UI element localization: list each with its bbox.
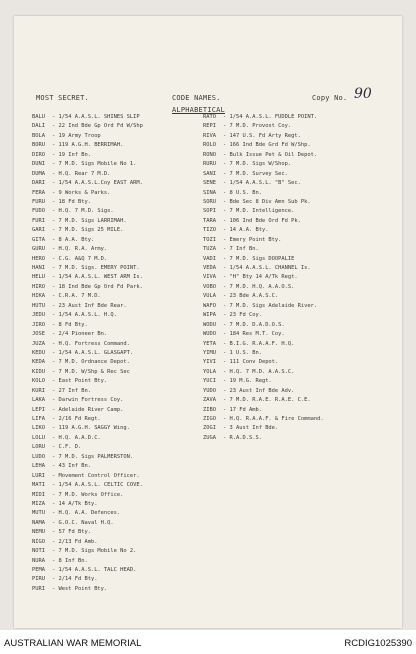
code-name: YOLA <box>203 368 216 375</box>
code-entry <box>203 415 395 424</box>
code-entry <box>203 396 395 405</box>
code-meaning: - 1/54 A.A.S.L. TALC HEAD. <box>52 567 137 573</box>
code-meaning: - 19 M.G. Regt. <box>223 378 272 385</box>
code-entry <box>32 321 204 330</box>
code-name: LEHA <box>32 463 45 470</box>
code-meaning: - 7 M.D. Sigs Adelaide River. <box>223 302 318 309</box>
code-entry <box>32 519 204 528</box>
code-name: RONO <box>203 151 216 158</box>
code-name: ZOGI <box>203 425 216 432</box>
code-meaning: - 1 U.S. Bn. <box>223 349 262 356</box>
code-entry <box>32 122 204 131</box>
code-meaning: - Bde Sec 8 Div Amn Sub Pk. <box>223 198 311 205</box>
code-entry <box>32 292 204 301</box>
code-meaning: - 57 Fd Bty. <box>52 529 91 536</box>
code-meaning: - B.I.G. R.A.A.F. H.Q. <box>223 340 295 347</box>
code-entry <box>203 368 395 377</box>
code-name: KEDU <box>32 349 45 356</box>
code-entry <box>32 255 204 264</box>
code-name: ZIBO <box>203 406 216 413</box>
code-entry <box>32 207 204 216</box>
code-name: BOLA <box>32 132 45 139</box>
code-entry <box>203 198 395 207</box>
code-name: FUDO <box>32 208 45 215</box>
code-entry <box>203 387 395 396</box>
code-name: KEDA <box>32 359 45 366</box>
code-name: WIPA <box>203 312 216 319</box>
code-meaning: - Movement Control Officer. <box>52 472 140 479</box>
code-meaning: - H.Q. Rear 7 M.D. <box>52 170 111 177</box>
code-entry <box>32 509 204 518</box>
code-entry <box>32 491 204 500</box>
code-meaning: - 23 Fd Coy. <box>223 312 262 319</box>
code-entry <box>203 255 395 264</box>
code-entry <box>32 330 204 339</box>
code-entry <box>32 151 204 160</box>
code-meaning: - H.Q. R.A.A.F. & Fire Command. <box>223 416 324 422</box>
code-entry <box>32 566 204 575</box>
code-meaning: - 7 M.D. Intelligence. <box>223 208 295 215</box>
code-meaning: - 7 M.D. R.A.E. R.A.E. C.E. <box>223 397 311 404</box>
code-name: BALU <box>32 114 45 120</box>
code-name: LOLU <box>32 434 45 441</box>
code-entry <box>32 547 204 556</box>
code-name: YUDO <box>203 387 216 394</box>
code-name: MATI <box>32 482 45 489</box>
code-meaning: - 7 M.D. Sigs LARRIMAH. <box>52 217 127 224</box>
code-name: FURI <box>32 217 45 224</box>
code-meaning: - 119 A.G.H. SAGGY Wing. <box>52 425 130 432</box>
code-name: TUZA <box>203 246 216 253</box>
code-entry <box>203 424 395 433</box>
code-meaning: - 2/14 Fd Bty. <box>52 576 98 583</box>
code-name: RURU <box>203 161 216 168</box>
code-entry <box>203 122 395 131</box>
code-list-right <box>203 113 395 443</box>
code-meaning: - 1/54 A.A.S.L. H.Q. <box>52 312 117 319</box>
code-meaning: - 23 Aust Inf Bde Adv. <box>223 387 295 394</box>
code-name: FERA <box>32 189 45 196</box>
code-name: DARI <box>32 180 45 187</box>
code-entry <box>32 538 204 547</box>
code-entry <box>203 311 395 320</box>
code-meaning: - 2/16 Fd Regt. <box>52 416 101 422</box>
code-name: LIKO <box>32 425 45 432</box>
code-name: LIFA <box>32 416 45 422</box>
code-name: ZAVA <box>203 397 216 404</box>
code-meaning: - 19 Inf Bn. <box>52 151 91 158</box>
code-entry <box>32 396 204 405</box>
code-list-left <box>32 113 204 594</box>
code-entry <box>203 321 395 330</box>
code-name: NIGO <box>32 538 45 545</box>
code-entry <box>32 377 204 386</box>
code-entry <box>203 160 395 169</box>
code-meaning: - 1/54 A.A.S.L. SHINES SLIP <box>52 114 140 120</box>
code-name: RIVA <box>203 132 216 139</box>
code-entry <box>203 358 395 367</box>
code-name: HIKA <box>32 293 45 300</box>
code-name: JEDU <box>32 312 45 319</box>
code-meaning: - "H" Bty 14 A/Tk Regt. <box>223 274 298 281</box>
code-name: PEMA <box>32 567 45 573</box>
code-entry <box>203 207 395 216</box>
code-name: DALI <box>32 123 45 130</box>
code-entry <box>203 226 395 235</box>
code-meaning: - H.Q. R.A. Army. <box>52 246 108 253</box>
code-meaning: - 8 Inf Bn. <box>52 557 88 564</box>
code-entry <box>32 434 204 443</box>
code-name: JOSE <box>32 331 45 338</box>
code-entry <box>32 406 204 415</box>
code-entry <box>203 302 395 311</box>
code-meaning: - 7 M.D. Sigs W/Shop. <box>223 161 292 168</box>
code-meaning: - H.Q. Fortress Command. <box>52 340 130 347</box>
code-entry <box>32 415 204 424</box>
code-entry <box>32 387 204 396</box>
code-name: WUDO <box>203 331 216 338</box>
code-name: HIRO <box>32 283 45 290</box>
code-entry <box>32 264 204 273</box>
code-entry <box>203 273 395 282</box>
code-name: SOPI <box>203 208 216 215</box>
code-entry <box>203 236 395 245</box>
code-meaning: - 18 Ind Bde Gp Ord Fd Park. <box>52 283 143 290</box>
code-name: NOTI <box>32 548 45 555</box>
code-name: HERO <box>32 255 45 262</box>
code-entry <box>203 179 395 188</box>
code-name: HUTU <box>32 302 45 309</box>
archive-footer <box>0 632 416 654</box>
code-name: DUMA <box>32 170 45 177</box>
document-sheet <box>14 16 402 628</box>
code-meaning: - West Point Bty. <box>52 585 108 592</box>
code-meaning: - 23 Aust Inf Bde Rear. <box>52 302 127 309</box>
code-name: KOLO <box>32 378 45 385</box>
code-entry <box>32 217 204 226</box>
code-name: KURI <box>32 387 45 394</box>
code-meaning: - 3 Aust Inf Bde. <box>223 425 279 432</box>
code-meaning: - C.R.A. 7 M.D. <box>52 293 101 300</box>
code-meaning: - 43 Inf Bn. <box>52 463 91 470</box>
code-entry <box>203 434 395 443</box>
code-name: WAFO <box>203 302 216 309</box>
code-name: HELU <box>32 274 45 281</box>
code-meaning: - 1/54 A.A.S.L. FUDDLE POINT. <box>223 114 318 120</box>
code-entry <box>203 245 395 254</box>
code-name: SORU <box>203 198 216 205</box>
code-name: DUNI <box>32 161 45 168</box>
code-entry <box>32 132 204 141</box>
code-entry <box>32 462 204 471</box>
code-name: YUCI <box>203 378 216 385</box>
code-meaning: - 184 Res M.T. Coy. <box>223 331 285 338</box>
code-entry <box>32 349 204 358</box>
code-entry <box>203 349 395 358</box>
code-entry <box>32 368 204 377</box>
code-entry <box>32 500 204 509</box>
code-meaning: - 1/54 A.A.S.L.Coy EAST ARM. <box>52 180 143 187</box>
code-meaning: - H.Q. 7 M.D. A.A.S.C. <box>223 368 295 375</box>
code-entry <box>203 189 395 198</box>
code-meaning: - 2/4 Pioneer Bn. <box>52 331 108 338</box>
code-meaning: - R.A.D.S.S. <box>223 434 262 441</box>
code-meaning: - 1/54 A.A.S.L. GLASGAPT. <box>52 349 134 356</box>
code-entry <box>203 377 395 386</box>
code-meaning: - 7 M.D. Sigs PALMERSTON. <box>52 453 134 460</box>
code-name: TARA <box>203 217 216 224</box>
code-meaning: - 14 A/Tk Bty. <box>52 500 98 507</box>
code-meaning: - 7 M.D. Sigs. EMERY POINT. <box>52 265 140 271</box>
code-meaning: - 7 M.D. Sigs 25 MILE. <box>52 227 124 234</box>
code-name: YIVI <box>203 359 216 366</box>
code-name: GURU <box>32 246 45 253</box>
archive-reference: RCDIG1025390 <box>344 638 412 649</box>
code-name: ROLO <box>203 142 216 149</box>
code-meaning: - 1/54 A.A.S.L. CHANNEL Is. <box>223 265 311 271</box>
code-meaning: - C.G. A&Q 7 M.D. <box>52 255 108 262</box>
code-name: MUTU <box>32 510 45 517</box>
code-name: REPI <box>203 123 216 130</box>
code-meaning: - 14 A.A. Bty. <box>223 227 269 234</box>
code-entry <box>32 472 204 481</box>
code-entry <box>32 528 204 537</box>
code-entry <box>32 358 204 367</box>
code-entry <box>32 302 204 311</box>
code-name: WODU <box>203 321 216 328</box>
code-name: JIRO <box>32 321 45 328</box>
code-name: VOBO <box>203 283 216 290</box>
code-name: YIMU <box>203 349 216 356</box>
code-entry <box>32 226 204 235</box>
code-entry <box>32 141 204 150</box>
code-meaning: - 147 U.S. Fd Arty Regt. <box>223 132 301 139</box>
code-meaning: - 8 U.S. Bn. <box>223 189 262 196</box>
code-name: TOZI <box>203 236 216 243</box>
code-meaning: - 19 Army Troop <box>52 132 101 139</box>
code-name: SANI <box>203 170 216 177</box>
code-name: GITA <box>32 236 45 243</box>
code-meaning: - 166 Ind Bde Grd Fd W/Shp. <box>223 142 311 149</box>
code-meaning: - 22 Ind Bde Gp Ord Fd W/Shp <box>52 123 143 130</box>
code-meaning: - 8 Fd Bty. <box>52 321 88 328</box>
code-entry <box>203 292 395 301</box>
code-name: BORU <box>32 142 45 149</box>
copy-number: 90 <box>354 86 372 102</box>
code-meaning: - 7 M.D. Survey Sec. <box>223 170 288 177</box>
code-name: SENE <box>203 180 216 187</box>
code-meaning: - 119 A.G.H. BERRIMAH. <box>52 142 124 149</box>
code-name: JUZA <box>32 340 45 347</box>
code-name: HANI <box>32 265 45 271</box>
code-name: LORU <box>32 444 45 451</box>
code-name: GARI <box>32 227 45 234</box>
code-meaning: - 7 M.D. Works Office. <box>52 491 124 498</box>
code-meaning: - H.Q. A.A. Defences. <box>52 510 121 517</box>
code-meaning: - 27 Inf Bn. <box>52 387 91 394</box>
code-meaning: - Adelaide River Camp. <box>52 406 124 413</box>
code-entry <box>32 481 204 490</box>
code-name: LUDO <box>32 453 45 460</box>
code-entry <box>32 179 204 188</box>
code-entry <box>32 283 204 292</box>
code-name: NURA <box>32 557 45 564</box>
code-name: LEPI <box>32 406 45 413</box>
code-name: KIDU <box>32 368 45 375</box>
code-entry <box>32 443 204 452</box>
code-entry <box>32 170 204 179</box>
copy-label: Copy No. <box>312 94 348 102</box>
code-meaning: - G.O.C. Naval H.Q. <box>52 519 114 526</box>
code-meaning: - H.Q. 7 M.D. Sigs. <box>52 208 114 215</box>
code-meaning: - 7 M.D. Sigs Mobile No 1. <box>52 161 137 168</box>
code-meaning: - 7 M.D. H.Q. A.A.O.S. <box>223 283 295 290</box>
code-name: VADI <box>203 255 216 262</box>
code-name: ZUGA <box>203 434 216 441</box>
code-name: YETA <box>203 340 216 347</box>
code-meaning: - East Point Bty. <box>52 378 108 385</box>
code-entry <box>32 311 204 320</box>
document-subtitle: ALPHABETICAL <box>172 106 225 114</box>
classification-label: MOST SECRET. <box>36 94 89 102</box>
code-name: VEDA <box>203 265 216 271</box>
code-meaning: - 7 M.D. Sigs Mobile No 2. <box>52 548 137 555</box>
code-entry <box>32 424 204 433</box>
code-entry <box>203 264 395 273</box>
code-meaning: - 23 Bde A.A.S.C. <box>223 293 279 300</box>
code-entry <box>203 141 395 150</box>
code-meaning: - H.Q. A.A.D.C. <box>52 434 101 441</box>
code-entry <box>203 113 395 122</box>
archive-name: AUSTRALIAN WAR MEMORIAL <box>4 638 142 649</box>
code-name: LAKA <box>32 397 45 404</box>
code-entry <box>32 160 204 169</box>
code-entry <box>32 198 204 207</box>
code-entry <box>203 170 395 179</box>
code-name: MIZA <box>32 500 45 507</box>
code-meaning: - Bulk Issue Pet & Oil Depot. <box>223 151 318 158</box>
code-meaning: - 7 Inf Bn. <box>223 246 259 253</box>
code-entry <box>203 330 395 339</box>
code-entry <box>32 453 204 462</box>
code-name: RATO <box>203 114 216 120</box>
code-entry <box>32 189 204 198</box>
code-entry <box>32 585 204 594</box>
code-name: VIVA <box>203 274 216 281</box>
document-title: CODE NAMES. <box>172 94 221 102</box>
code-name: LURI <box>32 472 45 479</box>
code-meaning: - 1/54 A.A.S.L. CELTIC COVE. <box>52 482 143 489</box>
code-entry <box>32 113 204 122</box>
code-meaning: - 1/54 A.A.S.L. WEST ARM Is. <box>52 274 143 281</box>
code-entry <box>32 340 204 349</box>
code-meaning: - 7 M.D. W/Shp & Rec Sec <box>52 368 130 375</box>
code-meaning: - 7 M.D. Sigs DOOPALIE <box>223 255 295 262</box>
code-entry <box>203 406 395 415</box>
code-name: FURU <box>32 198 45 205</box>
code-name: TIZO <box>203 227 216 234</box>
code-entry <box>32 557 204 566</box>
code-meaning: - 17 Fd Amb. <box>223 406 262 413</box>
code-name: VULA <box>203 293 216 300</box>
code-name: SINA <box>203 189 216 196</box>
code-entry <box>203 217 395 226</box>
code-entry <box>32 273 204 282</box>
code-meaning: - C.F. D. <box>52 444 82 451</box>
code-name: PURI <box>32 585 45 592</box>
code-entry <box>32 575 204 584</box>
code-name: NAMA <box>32 519 45 526</box>
code-meaning: - 7 M.D. D.A.D.O.S. <box>223 321 285 328</box>
code-meaning: - 18 Fd Bty. <box>52 198 91 205</box>
code-meaning: - 9 Works & Parks. <box>52 189 111 196</box>
code-name: MIDI <box>32 491 45 498</box>
code-name: ZIGO <box>203 416 216 422</box>
code-meaning: - 111 Conv Depot. <box>223 359 279 366</box>
code-meaning: - Emery Point Bty. <box>223 236 282 243</box>
code-entry <box>32 245 204 254</box>
code-meaning: - Darwin Fortress Coy. <box>52 397 124 404</box>
code-name: PIRU <box>32 576 45 583</box>
code-meaning: - 7 M.D. Provost Coy. <box>223 123 292 130</box>
code-entry <box>203 283 395 292</box>
code-name: NEMU <box>32 529 45 536</box>
code-meaning: - 7 M.D. Ordnance Depot. <box>52 359 130 366</box>
code-meaning: - 8 A.A. Bty. <box>52 236 95 243</box>
code-name: DIRO <box>32 151 45 158</box>
code-meaning: - 106 Ind Bde Ord Fd Pk. <box>223 217 301 224</box>
code-entry <box>203 340 395 349</box>
code-entry <box>32 236 204 245</box>
code-entry <box>203 132 395 141</box>
code-meaning: - 1/54 A.A.S.L. "B" Sec. <box>223 180 301 187</box>
code-entry <box>203 151 395 160</box>
code-meaning: - 2/13 Fd Amb. <box>52 538 98 545</box>
